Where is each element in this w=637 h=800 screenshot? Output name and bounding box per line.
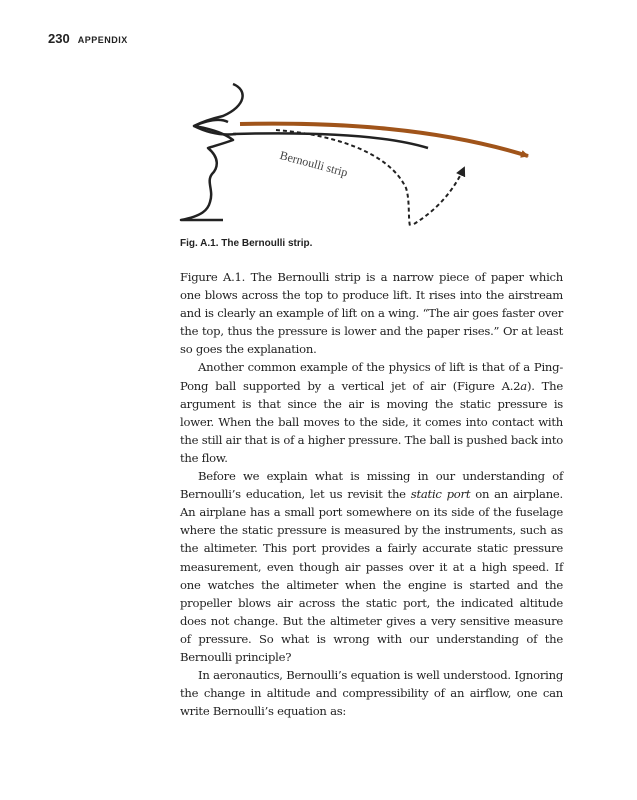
paragraph-2-text-b: ). The argument is that since the air is moving the static pressure is lower. When the ball moves to the side, it comes into contact with the still air that is of a higher pressure. The ball is pushed back into the flow. [180, 378, 563, 465]
paragraph-2 [180, 358, 563, 467]
lift-arrow-dashed [414, 168, 464, 224]
paragraph-3-text-a: Before we explain what is missing in our understanding of Bernoulli’s education, let us revisit the [180, 469, 563, 502]
bernoulli-strip-illustration [178, 78, 538, 230]
paragraph-3 [180, 467, 563, 666]
figure-bernoulli-strip [178, 78, 538, 230]
paragraph-1: Figure A.1. The Bernoulli strip is a narrow piece of paper which one blows across the top to produce lift. It rises into the airstream and is clearly an example of lift on a wing. “The air goes faster over the top, thus the pressure is lower and the paper rises.” Or at least so goes the explanation. [180, 270, 563, 357]
figure-caption: Fig. A.1. The Bernoulli strip. [180, 238, 313, 249]
paragraph-4: In aeronautics, Bernoulli’s equation is well understood. Ignoring the change in altitude and compressibility of an airflow, one can write Bernoulli’s equation as: [180, 668, 563, 719]
running-head [48, 31, 128, 46]
paragraph-2-emphasis: a [520, 378, 527, 393]
section-name: APPENDIX [77, 35, 128, 45]
bernoulli-strip-label: Bernoulli strip [278, 148, 350, 180]
body-text [180, 268, 563, 720]
page-number: 230 [48, 31, 70, 46]
paragraph-3-emphasis: static port [410, 487, 471, 502]
paragraph-3-text-b: on an airplane. An airplane has a small port somewhere on its side of the fuselage where the static pressure is measured by the instruments, such as the altimeter. This port provides a fairly accurate static pressure measurement, even though air passes over it at a high speed. If one watches the altimeter when the engine is started and the propeller blows air across the static port, the indicated altitude does not change. But the altimeter gives a very sensitive measure of pressure. So what is wrong with our understanding of the Bernoulli principle? [180, 487, 563, 664]
face-profile-outline [181, 84, 243, 220]
paper-strip [233, 133, 428, 148]
paragraph-2-text-a: Another common example of the physics of lift is that of a Ping-Pong ball supported by a vertical jet of air (Figure A.2 [180, 360, 563, 393]
